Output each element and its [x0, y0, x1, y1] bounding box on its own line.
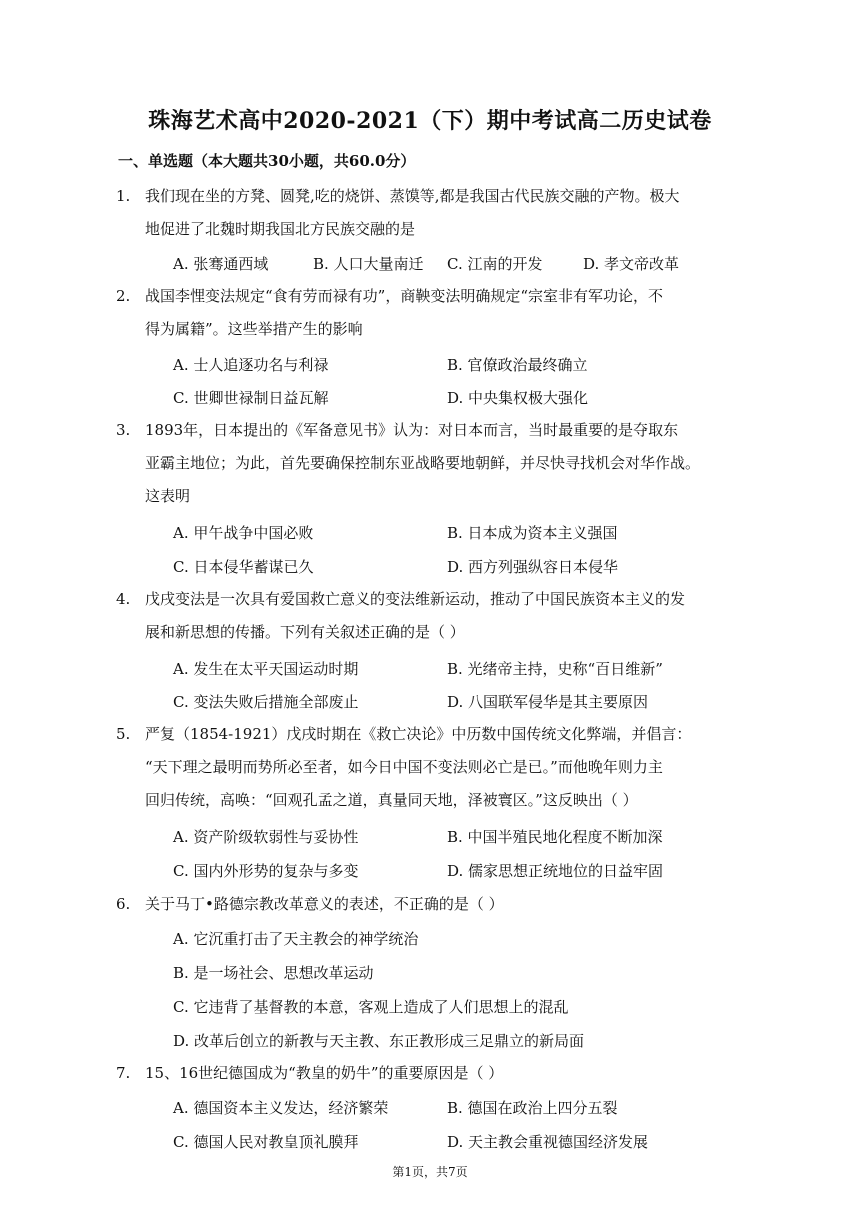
option-a[interactable]: A. 它沉重打击了天主教会的神学统治	[173, 930, 419, 948]
option-b[interactable]: B. 日本成为资本主义强国	[447, 524, 618, 542]
option-b[interactable]: B. 人口大量南迁	[313, 255, 424, 273]
option-a[interactable]: A. 资产阶级软弱性与妥协性	[173, 828, 359, 846]
question-text-line: 我们现在坐的方凳、圆凳,吃的烧饼、蒸馍等,都是我国古代民族交融的产物。极大	[145, 187, 680, 205]
question-4	[116, 583, 725, 649]
question-3	[116, 414, 725, 513]
question-number: 1.	[116, 187, 131, 205]
question-number: 3.	[116, 421, 131, 439]
option-b[interactable]: B. 官僚政治最终确立	[447, 356, 588, 374]
question-1	[116, 180, 725, 246]
option-c[interactable]: C. 国内外形势的复杂与多变	[173, 862, 359, 880]
option-a[interactable]: A. 张骞通西域	[173, 255, 269, 273]
option-c[interactable]: C. 它违背了基督教的本意，客观上造成了人们思想上的混乱	[173, 998, 569, 1016]
question-text-line: 15、16世纪德国成为“教皇的奶牛”的重要原因是（ ）	[145, 1064, 504, 1082]
option-a[interactable]: A. 士人追逐功名与利禄	[173, 356, 329, 374]
question-number: 5.	[116, 725, 131, 743]
question-text-line: 回归传统，高唤：“回观孔孟之道，真量同天地，泽被寰区。”这反映出（ ）	[145, 791, 638, 809]
question-2	[116, 280, 725, 346]
option-c[interactable]: C. 德国人民对教皇顶礼膜拜	[173, 1133, 359, 1151]
option-a[interactable]: A. 发生在太平天国运动时期	[173, 660, 359, 678]
option-b[interactable]: B. 光绪帝主持，史称“百日维新”	[447, 660, 663, 678]
question-text-line: 亚霸主地位；为此，首先要确保控制东亚战略要地朝鲜，并尽快寻找机会对华作战。	[145, 454, 701, 472]
question-text-line: 关于马丁•路德宗教改革意义的表述，不正确的是（ ）	[145, 895, 504, 913]
option-d[interactable]: D. 孝文帝改革	[583, 255, 680, 273]
option-c[interactable]: C. 江南的开发	[447, 255, 543, 273]
option-c[interactable]: C. 世卿世禄制日益瓦解	[173, 389, 329, 407]
option-a[interactable]: A. 甲午战争中国必败	[173, 524, 314, 542]
option-b[interactable]: B. 德国在政治上四分五裂	[447, 1099, 618, 1117]
option-d[interactable]: D. 八国联军侵华是其主要原因	[447, 693, 649, 711]
option-b[interactable]: B. 中国半殖民地化程度不断加深	[447, 828, 663, 846]
question-text-line: 1893年，日本提出的《军备意见书》认为：对日本而言，当时最重要的是夺取东	[145, 421, 679, 439]
option-d[interactable]: D. 中央集权极大强化	[447, 389, 589, 407]
question-text-line: “天下理之最明而势所必至者，如今日中国不变法则必亡是已。”而他晚年则力主	[145, 758, 663, 776]
option-d[interactable]: D. 儒家思想正统地位的日益牢固	[447, 862, 664, 880]
question-text-line: 严复（1854-1921）戊戌时期在《救亡决论》中历数中国传统文化弊端，并倡言：	[145, 725, 692, 743]
question-7	[116, 1057, 725, 1090]
question-text-line: 展和新思想的传播。下列有关叙述正确的是（ ）	[145, 623, 465, 641]
question-number: 2.	[116, 287, 131, 305]
question-text-line: 战国李悝变法规定“食有劳而禄有功”，商鞅变法明确规定“宗室非有军功论，不	[145, 287, 664, 305]
option-a[interactable]: A. 德国资本主义发达，经济繁荣	[173, 1099, 389, 1117]
question-number: 7.	[116, 1064, 131, 1082]
question-5	[116, 718, 725, 817]
page-title: 珠海艺术高中2020-2021（下）期中考试高二历史试卷	[148, 108, 712, 134]
option-c[interactable]: C. 变法失败后措施全部废止	[173, 693, 359, 711]
question-text-line: 戊戌变法是一次具有爱国救亡意义的变法维新运动，推动了中国民族资本主义的发	[145, 590, 686, 608]
question-text-line: 这表明	[145, 487, 191, 505]
option-c[interactable]: C. 日本侵华蓄谋已久	[173, 558, 314, 576]
question-text-line: 地促进了北魏时期我国北方民族交融的是	[145, 220, 416, 238]
option-d[interactable]: D. 改革后创立的新教与天主教、东正教形成三足鼎立的新局面	[173, 1032, 585, 1050]
option-d[interactable]: D. 天主教会重视德国经济发展	[447, 1133, 649, 1151]
question-text-line: 得为属籍”。这些举措产生的影响	[145, 320, 363, 338]
question-number: 6.	[116, 895, 131, 913]
question-number: 4.	[116, 590, 131, 608]
page-footer: 第1页，共7页	[392, 1165, 468, 1179]
question-6	[116, 888, 725, 921]
option-d[interactable]: D. 西方列强纵容日本侵华	[447, 558, 619, 576]
section-heading: 一、单选题（本大题共30小题，共60.0分）	[118, 152, 416, 170]
option-b[interactable]: B. 是一场社会、思想改革运动	[173, 964, 374, 982]
